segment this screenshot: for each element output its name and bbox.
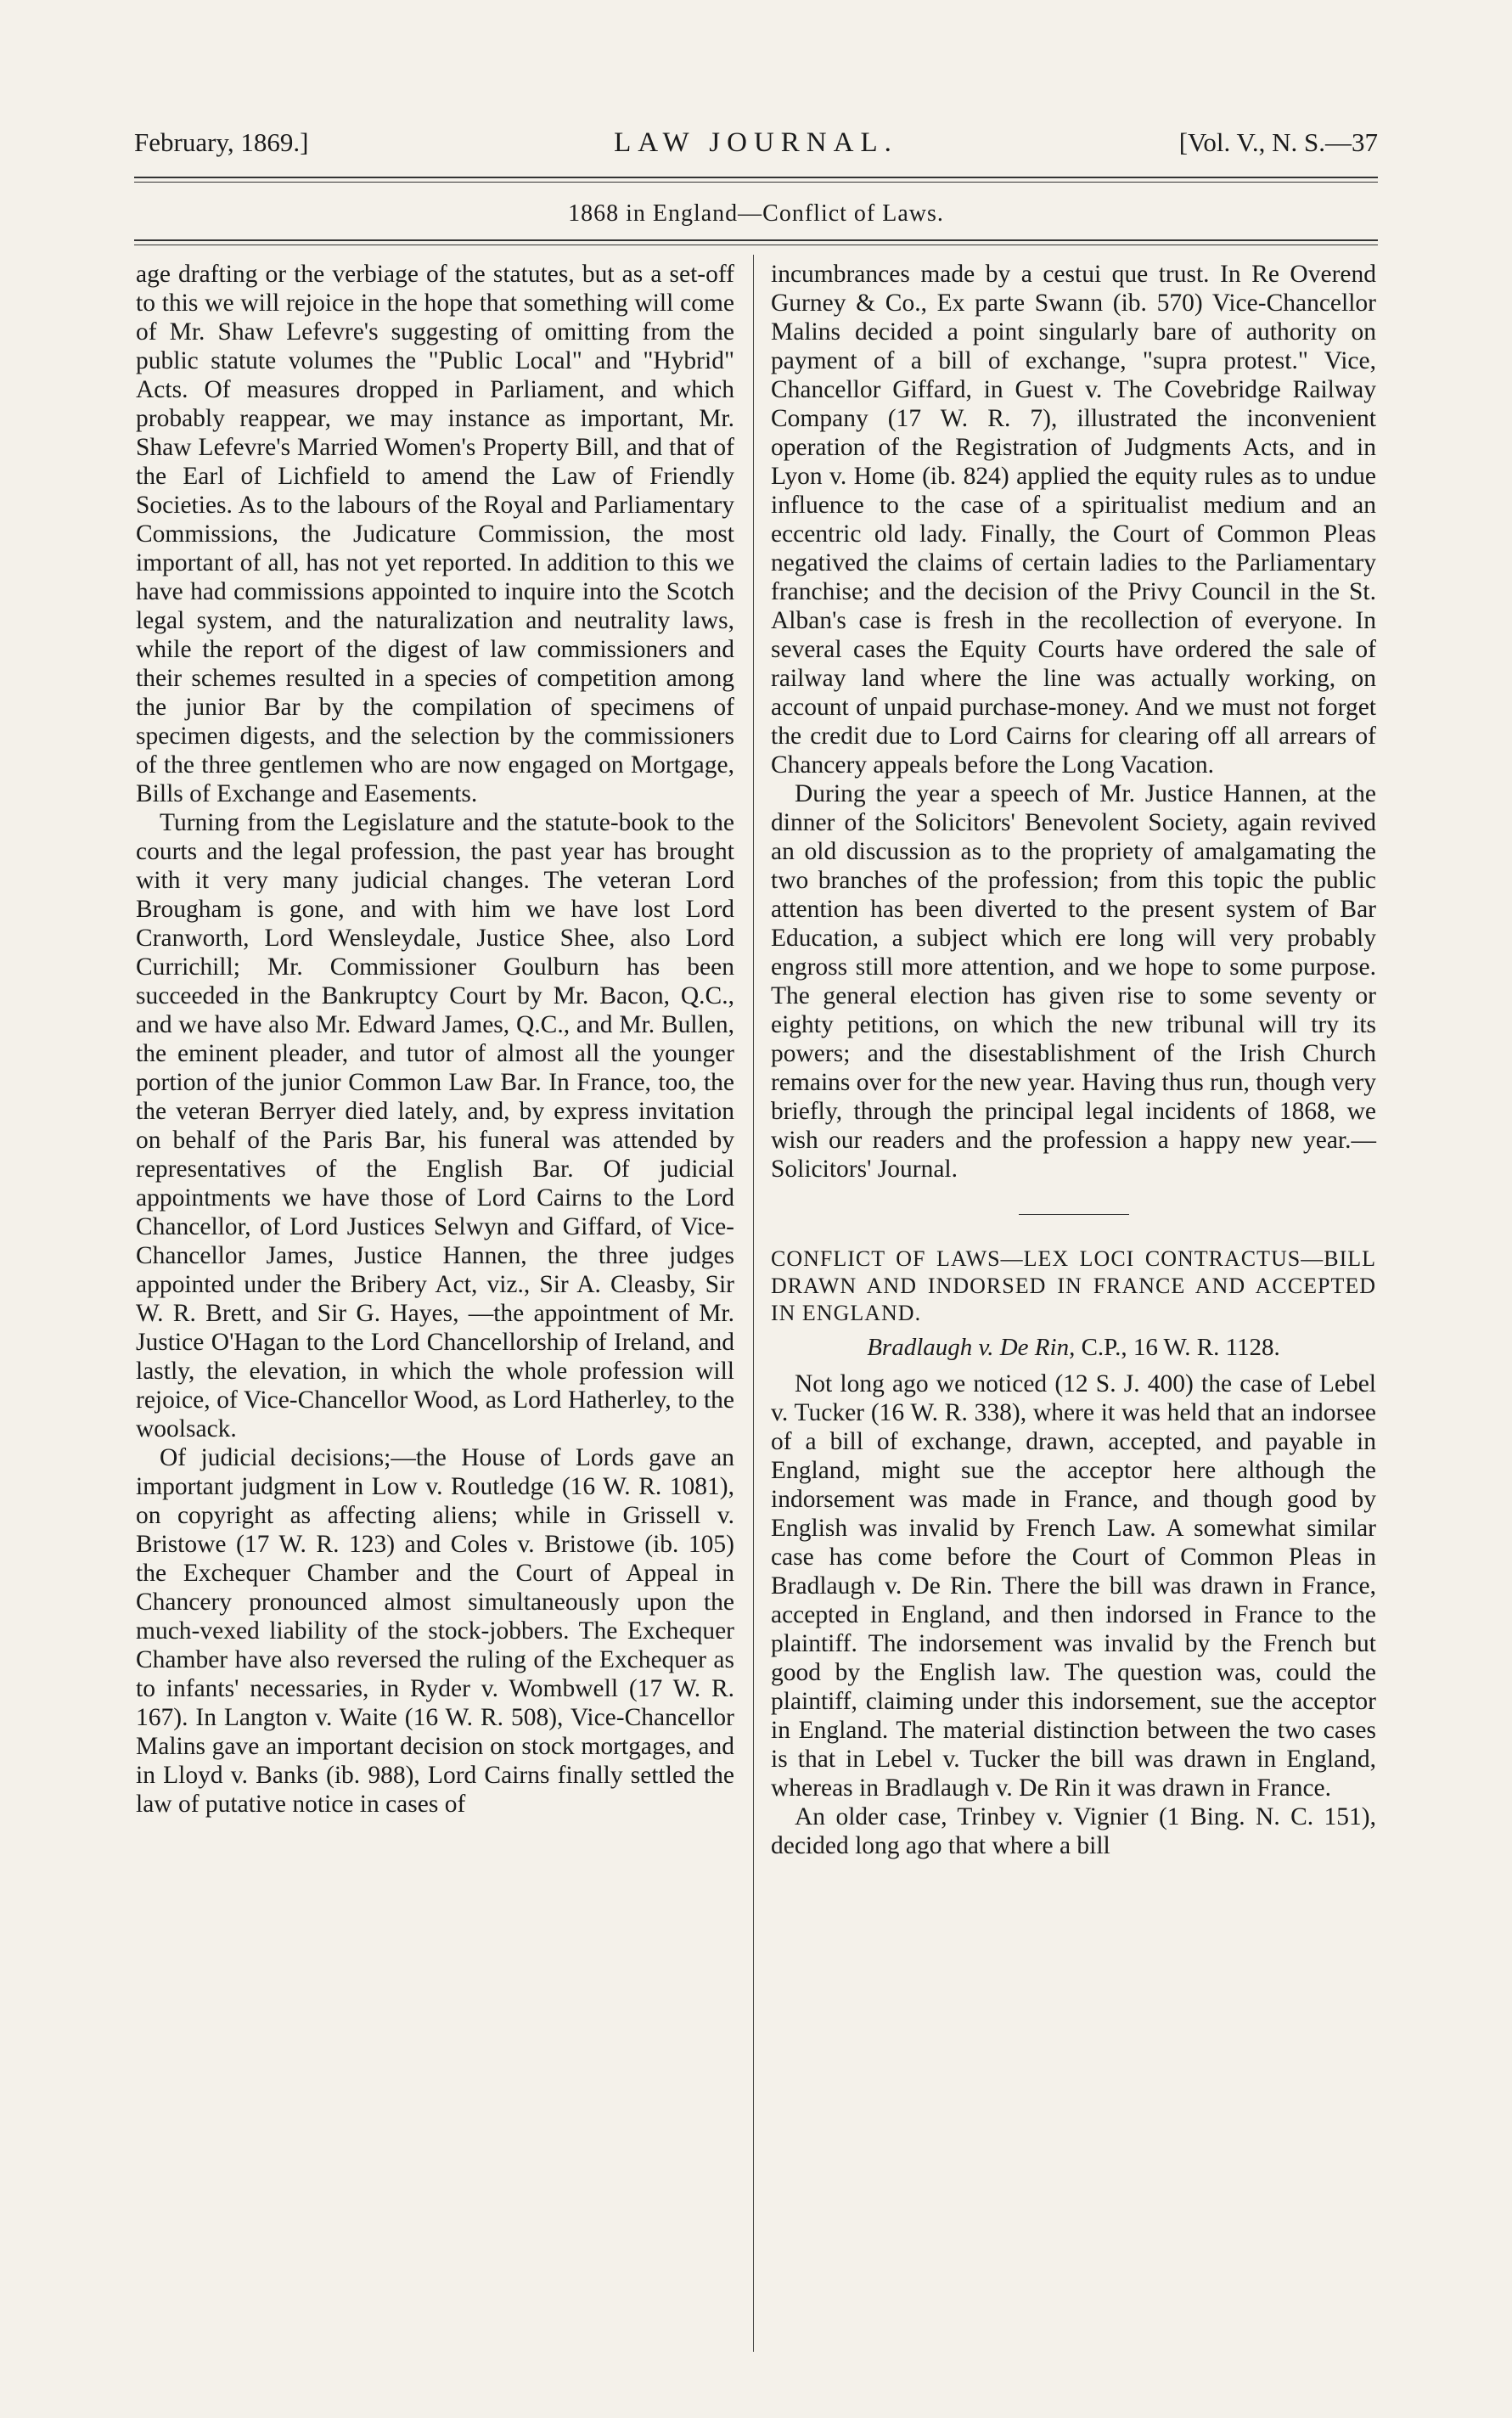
article-title: CONFLICT OF LAWS—LEX LOCI CONTRACTUS—BILL DRAWN AND INDORSED IN FRANCE AND ACCEPTED IN ENGLAND.: [771, 1246, 1376, 1325]
column-divider: [753, 255, 754, 2352]
right-column: [771, 260, 1376, 1860]
paragraph: age drafting or the verbiage of the statutes, but as a set-off to this we will rejoice in the hope that something will come of Mr. Shaw Lefevre's suggesting of omitting from the public statute volumes the "Public Local" and "Hybrid" Acts. Of measures dropped in Parliament, and which probably reappear, we may instance as important, Mr. Shaw Lefevre's Married Women's Property Bill, and that of the Earl of Lichfield to amend the Law of Friendly Societies. As to the labours of the Royal and Parliamentary Commissions, the Judicature Commission, the most important of all, has not yet reported. In addition to this we have had commissions appointed to inquire into the Scotch legal system, and the naturalization and neutrality laws, while the report of the digest of law commissioners and their schemes resulted in a species of competition among the junior Bar by the compilation of specimens of specimen digests, and the selection by the commissioners of the three gentlemen who are now engaged on Mortgage, Bills of Exchange and Easements.: [136, 261, 734, 807]
case-reference: C.P., 16 W. R. 1128.: [1075, 1334, 1280, 1361]
running-head: [134, 127, 1378, 165]
paragraph: Turning from the Legislature and the statute-book to the courts and the legal profession, the past year has brought with it very many judicial changes. The veteran Lord Brougham is gone, and with him we have lost Lord Cranworth, Lord Wensleydale, Justice Shee, also Lord Currichill; Mr. Commissioner Goulburn has been succeeded in the Bankruptcy Court by Mr. Bacon, Q.C., and we have also Mr. Edward James, Q.C., and Mr. Bullen, the eminent pleader, and tutor of almost all the younger portion of the junior Common Law Bar. In France, too, the the veteran Berryer died lately, and, by express invitation on behalf of the Paris Bar, his funeral was attended by representatives of the English Bar. Of judicial appointments we have those of Lord Cairns to the Lord Chancellor, of Lord Justices Selwyn and Giffard, of Vice-Chancellor James, Justice Hannen, the three judges appointed under the Bribery Act, viz., Sir A. Cleasby, Sir W. R. Brett, and Sir G. Hayes, —the appointment of Mr. Justice O'Hagan to the Lord Chancellorship of Ireland, and lastly, the elevation, in which the whole profession will rejoice, of Vice-Chancellor Wood, as Lord Hatherley, to the woolsack.: [136, 809, 734, 1442]
volume-page: [Vol. V., N. S.—37: [1178, 127, 1378, 157]
section-rule: [134, 239, 1378, 241]
left-column: [136, 260, 734, 1819]
paragraph: Not long ago we noticed (12 S. J. 400) the case of Lebel v. Tucker (16 W. R. 338), where it was held that an indorsee of a bill of exchange, drawn, accepted, and payable in England, might sue the acceptor here although the indorsement was made in France, and though good by English was invalid by French Law. A somewhat similar case has come before the Court of Common Pleas in Bradlaugh v. De Rin. There the bill was drawn in France, accepted in England, and then indorsed in France to the plaintiff. The indorsement was invalid by the French but good by the English law. The question was, could the plaintiff, claiming under this indorsement, sue the acceptor in England. The material distinction between the two cases is that in Lebel v. Tucker the bill was drawn in England, whereas in Bradlaugh v. De Rin it was drawn in France.: [771, 1370, 1376, 1802]
header-rule: [134, 177, 1378, 178]
paragraph: An older case, Trinbey v. Vignier (1 Bing. N. C. 151), decided long ago that where a bill: [771, 1803, 1376, 1859]
case-name: Bradlaugh v. De Rin,: [867, 1334, 1076, 1361]
journal-title: LAW JOURNAL.: [614, 127, 898, 158]
issue-date: February, 1869.]: [134, 127, 309, 157]
header-rule-thin: [134, 182, 1378, 183]
paragraph: incumbrances made by a cestui que trust. In Re Overend Gurney & Co., Ex parte Swann (ib. 570) Vice-Chancellor Malins decided a point singularly bare of authority on payment of a bill of exchange, "supra protest." Vice, Chancellor Giffard, in Guest v. The Covebridge Railway Company (17 W. R. 7), illustrated the inconvenient operation of the Registration of Judgments Acts, and in Lyon v. Home (ib. 824) applied the equity rules as to undue influence to the case of a spiritualist medium and an eccentric old lady. Finally, the Court of Common Pleas negatived the claims of certain ladies to the Parliamentary franchise; and the decision of the Privy Council in the St. Alban's case is fresh in the recollection of everyone. In several cases the Equity Courts have ordered the sale of railway land where the line was actually working, on account of unpaid purchase-money. And we must not forget the credit due to Lord Cairns for clearing off all arrears of Chancery appeals before the Long Vacation.: [771, 261, 1376, 779]
paragraph: Of judicial decisions;—the House of Lords gave an important judgment in Low v. Routledge (16 W. R. 1081), on copyright as affecting aliens; while in Grissell v. Bristowe (17 W. R. 123) and Coles v. Bristowe (ib. 105) the Exchequer Chamber and the Court of Appeal in Chancery pronounced almost simultaneously upon the much-vexed liability of the stock-jobbers. The Exchequer Chamber have also reversed the ruling of the Exchequer as to infants' necessaries, in Ryder v. Wombwell (17 W. R. 167). In Langton v. Waite (16 W. R. 508), Vice-Chancellor Malins gave an important decision on stock mortgages, and in Lloyd v. Banks (ib. 988), Lord Cairns finally settled the law of putative notice in cases of: [136, 1444, 734, 1818]
case-citation: [771, 1330, 1376, 1364]
paragraph: During the year a speech of Mr. Justice Hannen, at the dinner of the Solicitors' Benevolent Society, again revived an old discussion as to the propriety of amalgamating the two branches of the profession; from this topic the public attention has been diverted to the present system of Bar Education, a subject which ere long will very probably engross still more attention, and we hope to some purpose. The general election has given rise to some seventy or eighty petitions, on which the new tribunal will try its powers; and the disestablishment of the Irish Church remains over for the new year. Having thus run, though very briefly, through the principal legal incidents of 1868, we wish our readers and the profession a happy new year.—Solicitors' Journal.: [771, 780, 1376, 1183]
section-title: 1868 in England—Conflict of Laws.: [568, 200, 944, 227]
article-separator: [1019, 1214, 1129, 1215]
